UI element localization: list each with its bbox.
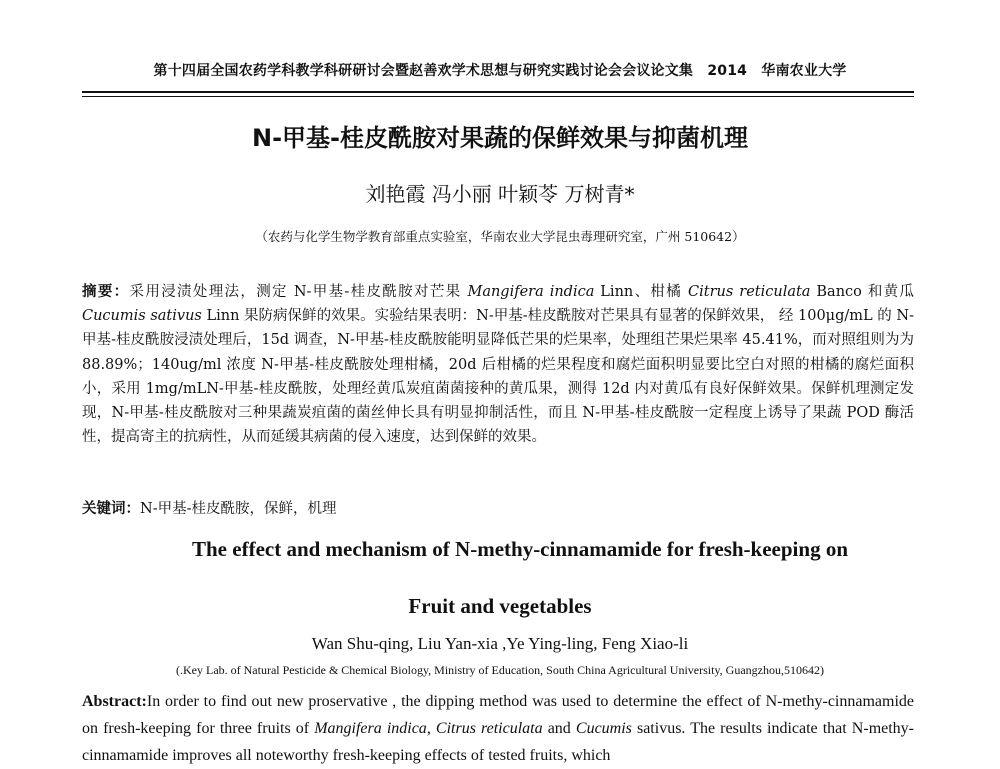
species-name: Mangifera indica [467,284,595,300]
chinese-abstract-text: Linn 果防病保鲜的效果。实验结果表明：N-甲基-桂皮酰胺对芒果具有显著的保鲜效果， 经 100μg/mL 的 N-甲基-桂皮酰胺浸渍处理后，15d 调查，N-甲基-桂皮酰胺能明显降低芒果的烂果率，处理组芒果烂果率 45.41%，而对照组则为为 88.89%；140ug/ml 浓度 N-甲基-桂皮酰胺处理柑橘，20d 后柑橘的烂果程度和腐烂面积明显要比空白对照的柑橘的腐烂面积小，采用 1mg/mLN-甲基-桂皮酰胺，处理经黄瓜炭疽菌菌接种的黄瓜果，测得 12d 内对黄瓜有良好保鲜效果。保鲜机理测定发现，N-甲基-桂皮酰胺对三种果蔬炭疽菌的菌丝伸长具有明显抑制活性，而且 N-甲基-桂皮酰胺一定程度上诱导了果蔬 POD 酶活性，提高寄主的抗病性，从而延缓其病菌的侵入速度，达到保鲜的效果。 [82,308,914,446]
chinese-abstract-label: 摘要： [82,284,130,300]
species-name: Citrus reticulata [435,720,543,737]
chinese-keywords-label: 关键词： [82,501,140,517]
chinese-title: N-甲基-桂皮酰胺对果蔬的保鲜效果与抑菌机理 [251,124,748,152]
chinese-keywords-text: N-甲基-桂皮酰胺，保鲜，机理 [140,501,337,517]
species-name: Citrus reticulata [688,284,811,300]
chinese-abstract [82,280,914,449]
english-affiliation: (.Key Lab. of Natural Pesticide & Chemical Biology, Ministry of Education, South China Agricultural University, Guangzhou,510642) [176,663,824,677]
english-abstract-label: Abstract: [82,693,147,710]
running-head: 第十四届全国农药学科教学科研研讨会暨赵善欢学术思想与研究实践讨论会会议论文集 2014 华南农业大学 [153,63,847,79]
species-name: Cucumis [575,720,632,737]
chinese-authors: 刘艳霞 冯小丽 叶颖苓 万树青* [365,182,635,206]
chinese-abstract-text: 采用浸渍处理法，测定 N-甲基-桂皮酰胺对芒果 [129,284,468,300]
chinese-abstract-text: Linn、柑橘 [594,284,689,300]
species-name: Mangifera indica [314,720,427,737]
chinese-abstract-text: Banco 和黄瓜 [810,284,915,300]
english-title-line-1: The effect and mechanism of N-methy-cinnamamide for fresh-keeping on [192,537,848,561]
english-abstract-text: In order to find out new proservative , the dipping method was used to determine the effect of N-methy-cinnamamide on fresh-keeping for three fruits of [82,693,914,737]
english-authors: Wan Shu-qing, Liu Yan-xia ,Ye Ying-ling, Feng Xiao-li [311,634,689,653]
chinese-keywords [82,497,914,518]
chinese-affiliation: （农药与化学生物学教育部重点实验室，华南农业大学昆虫毒理研究室，广州 510642） [255,229,745,244]
english-abstract-text: , [426,720,436,737]
english-abstract-text: sativus. The results indicate that N-methy-cinnamamide improves all noteworthy fresh-keeping effects of tested fruits, which [82,720,915,764]
species-name: Cucumis sativus [82,308,202,325]
english-abstract-text: and [542,720,576,737]
english-title-line-2: Fruit and vegetables [408,594,592,618]
header-rule-thin [82,96,914,97]
english-abstract [82,688,914,769]
header-rule-thick [82,91,914,93]
